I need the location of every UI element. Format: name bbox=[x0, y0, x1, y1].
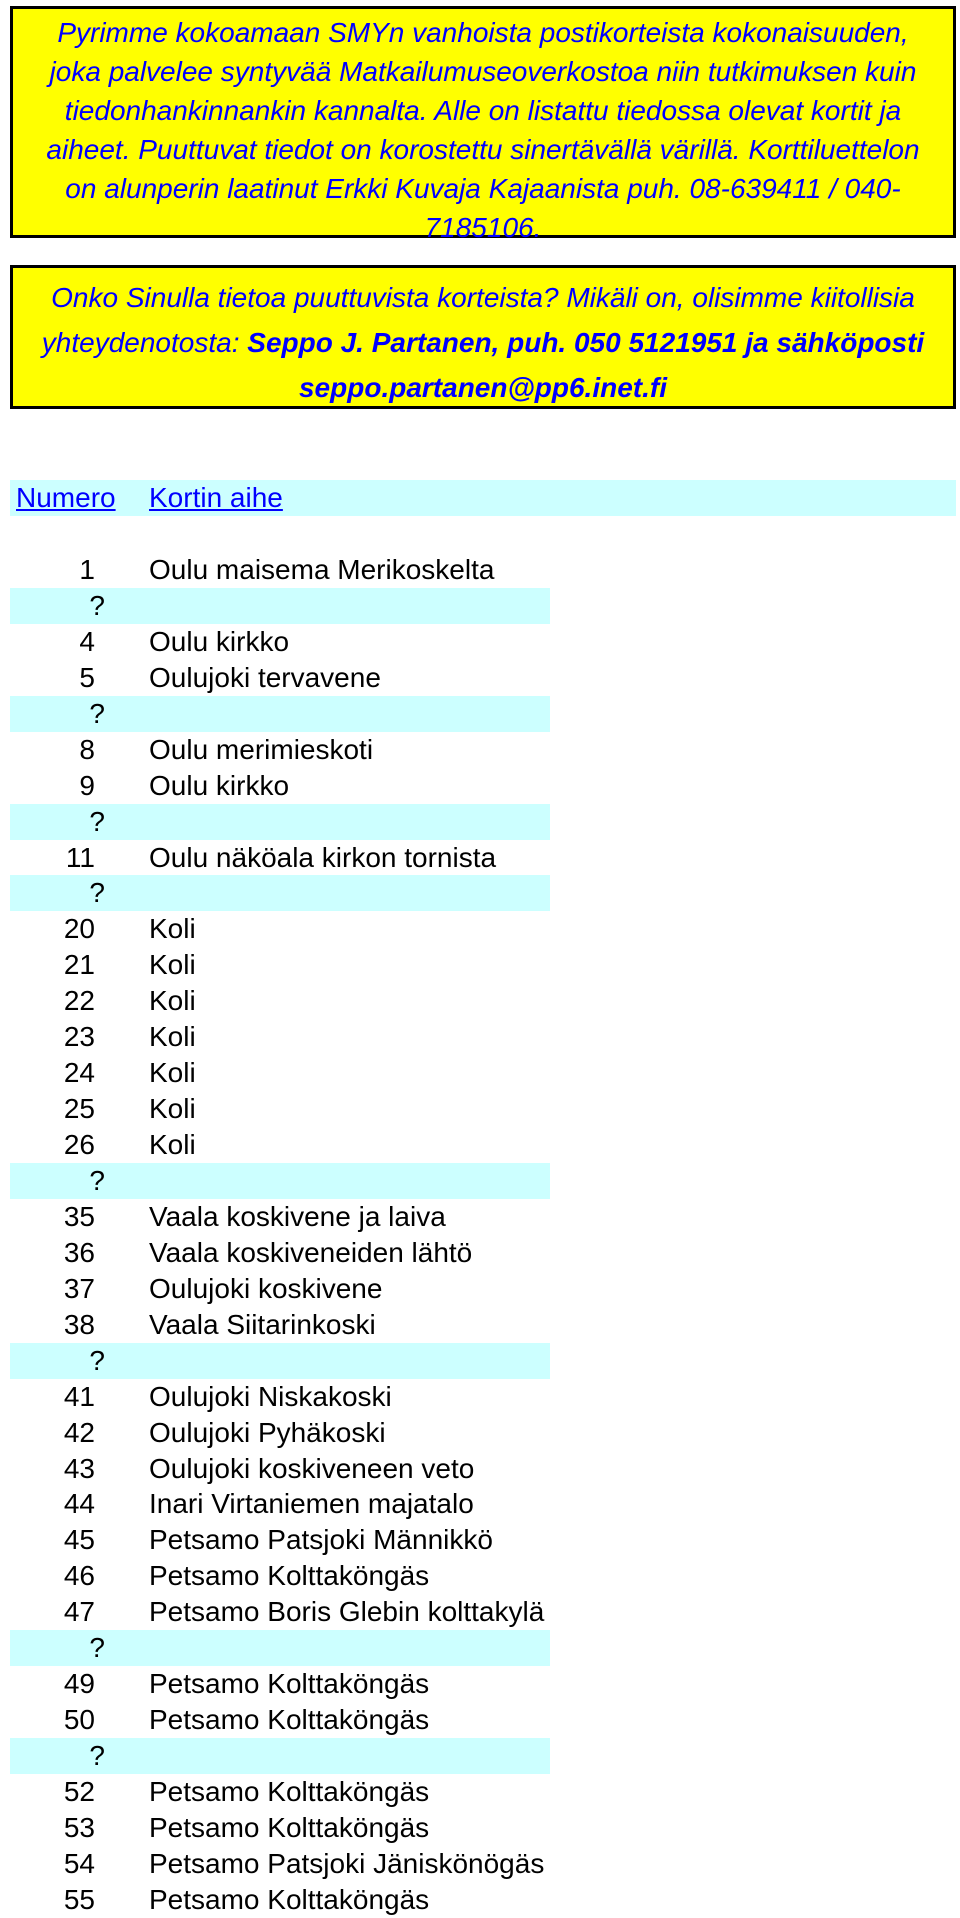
card-number: ? bbox=[89, 1632, 105, 1664]
table-row bbox=[10, 840, 550, 876]
card-number: 4 bbox=[79, 625, 95, 657]
table-row bbox=[10, 768, 550, 804]
table-row bbox=[10, 732, 550, 768]
card-number: 25 bbox=[63, 1093, 95, 1125]
card-topic: Oulujoki koskiveneen veto bbox=[149, 1452, 475, 1484]
card-topic: Vaala koskivene ja laiva bbox=[149, 1200, 446, 1232]
table-row bbox=[10, 947, 550, 983]
card-number: ? bbox=[89, 1164, 105, 1196]
card-topic: Petsamo Kolttaköngäs bbox=[149, 1668, 430, 1700]
card-topic: Petsamo Kolttaköngäs bbox=[149, 1704, 430, 1736]
card-number: ? bbox=[89, 697, 105, 729]
card-number: 53 bbox=[63, 1811, 95, 1843]
table-row bbox=[10, 1774, 550, 1810]
card-topic: Vaala koskiveneiden lähtö bbox=[149, 1236, 473, 1268]
table-row bbox=[10, 1666, 550, 1702]
card-number: 11 bbox=[65, 841, 95, 873]
card-number: 43 bbox=[63, 1452, 95, 1484]
card-number: 47 bbox=[63, 1596, 95, 1628]
card-number: 35 bbox=[63, 1200, 95, 1232]
card-number: 26 bbox=[63, 1129, 95, 1161]
card-number: 46 bbox=[63, 1560, 95, 1592]
table-row bbox=[10, 624, 550, 660]
table-row bbox=[10, 1019, 550, 1055]
missing-card-row bbox=[10, 1343, 550, 1379]
card-number: 22 bbox=[63, 985, 95, 1017]
table-row bbox=[10, 1702, 550, 1738]
card-topic: Koli bbox=[149, 985, 196, 1017]
table-header-row bbox=[10, 480, 956, 516]
missing-card-row bbox=[10, 1163, 550, 1199]
table-row bbox=[10, 1379, 550, 1415]
table-row bbox=[10, 1451, 550, 1487]
card-number: 37 bbox=[63, 1272, 95, 1304]
card-number: 36 bbox=[63, 1236, 95, 1268]
missing-card-row bbox=[10, 588, 550, 624]
card-topic: Oulu kirkko bbox=[149, 769, 290, 801]
card-topic: Koli bbox=[149, 949, 196, 981]
table-row bbox=[10, 552, 550, 588]
card-topic: Petsamo Kolttaköngäs bbox=[149, 1811, 430, 1843]
missing-card-row bbox=[10, 1738, 550, 1774]
card-number: 41 bbox=[63, 1380, 95, 1412]
contact-details-text: Seppo J. Partanen, puh. 050 5121951 ja sähköposti seppo.partanen@pp6.inet.fi bbox=[247, 327, 925, 403]
card-topic: Koli bbox=[149, 913, 196, 945]
card-number: 5 bbox=[79, 661, 95, 693]
card-topic: Petsamo Patsjoki Jäniskönögäs bbox=[149, 1847, 545, 1879]
table-row bbox=[10, 1882, 550, 1918]
number-column-header: Numero bbox=[16, 482, 116, 513]
card-number: 24 bbox=[63, 1057, 95, 1089]
card-number: ? bbox=[89, 877, 105, 909]
table-row bbox=[10, 1055, 550, 1091]
table-row bbox=[10, 1127, 550, 1163]
missing-card-row bbox=[10, 696, 550, 732]
card-topic: Petsamo Boris Glebin kolttakylä bbox=[149, 1596, 545, 1628]
card-number: 42 bbox=[63, 1416, 95, 1448]
card-topic: Koli bbox=[149, 1129, 196, 1161]
card-topic: Petsamo Kolttaköngäs bbox=[149, 1775, 430, 1807]
table-row bbox=[10, 1091, 550, 1127]
card-topic: Inari Virtaniemen majatalo bbox=[149, 1488, 474, 1520]
missing-card-row bbox=[10, 804, 550, 840]
table-row bbox=[10, 1235, 550, 1271]
table-row bbox=[10, 1271, 550, 1307]
card-number: 20 bbox=[63, 913, 95, 945]
card-topic: Oulujoki koskivene bbox=[149, 1272, 383, 1304]
table-row bbox=[10, 1558, 550, 1594]
card-topic: Oulu näköala kirkon tornista bbox=[149, 841, 497, 873]
table-row bbox=[10, 983, 550, 1019]
table-row bbox=[10, 911, 550, 947]
card-topic: Koli bbox=[149, 1093, 196, 1125]
card-number: 50 bbox=[63, 1704, 95, 1736]
missing-card-row bbox=[10, 1630, 550, 1666]
card-number: 55 bbox=[63, 1883, 95, 1915]
card-number: ? bbox=[89, 589, 105, 621]
card-number: 52 bbox=[63, 1775, 95, 1807]
intro-notice-text: Pyrimme kokoamaan SMYn vanhoista postikorteista kokonaisuuden, joka palvelee syntyvää Matkailumuseoverkostoa niin tutkimuksen kuin tiedonhankinnankin kannalta. Alle on listattu tiedossa olevat kortit ja aiheet. Puuttuvat tiedot on korostettu sinertävällä värillä. Korttiluettelon on alunperin laatinut Erkki Kuvaja Kajaanista puh. 08-639411 / 040-7185106. bbox=[46, 17, 920, 243]
missing-card-row bbox=[10, 875, 550, 911]
table-row bbox=[10, 660, 550, 696]
card-number: 21 bbox=[63, 949, 95, 981]
card-topic: Oulu kirkko bbox=[149, 625, 290, 657]
card-number: 23 bbox=[63, 1021, 95, 1053]
card-topic: Oulu merimieskoti bbox=[149, 733, 374, 765]
card-topic: Oulujoki Niskakoski bbox=[149, 1380, 392, 1412]
table-row bbox=[10, 1522, 550, 1558]
card-number: 49 bbox=[63, 1668, 95, 1700]
card-topic: Koli bbox=[149, 1021, 196, 1053]
table-row bbox=[10, 1307, 550, 1343]
card-number: 44 bbox=[63, 1488, 95, 1520]
table-row bbox=[10, 1486, 550, 1522]
table-row bbox=[10, 1846, 550, 1882]
card-topic: Vaala Siitarinkoski bbox=[149, 1308, 376, 1340]
card-topic: Petsamo Kolttaköngäs bbox=[149, 1883, 430, 1915]
card-number: 8 bbox=[79, 733, 95, 765]
table-row bbox=[10, 1594, 550, 1630]
card-number: 38 bbox=[63, 1308, 95, 1340]
card-topic: Petsamo Kolttaköngäs bbox=[149, 1560, 430, 1592]
table-row bbox=[10, 1415, 550, 1451]
table-row bbox=[10, 1810, 550, 1846]
card-topic: Oulujoki Pyhäkoski bbox=[149, 1416, 386, 1448]
card-topic: Koli bbox=[149, 1057, 196, 1089]
card-topic: Petsamo Patsjoki Männikkö bbox=[149, 1524, 493, 1556]
table-row bbox=[10, 1199, 550, 1235]
card-number: 54 bbox=[63, 1847, 95, 1879]
intro-notice-box bbox=[10, 6, 956, 243]
contact-question-text: Onko Sinulla tietoa puuttuvista korteista? Mikäli on, olisimme kiitollisia yhteydenotosta: bbox=[41, 282, 915, 358]
card-number: 9 bbox=[79, 769, 95, 801]
card-topic: Oulu maisema Merikoskelta bbox=[149, 554, 495, 585]
card-topic: Oulujoki tervavene bbox=[149, 661, 381, 693]
card-number: 45 bbox=[63, 1524, 95, 1556]
card-number: ? bbox=[89, 1344, 105, 1376]
topic-column-header: Kortin aihe bbox=[149, 482, 283, 513]
contact-request-box bbox=[10, 265, 956, 409]
card-number: ? bbox=[89, 1740, 105, 1772]
card-number: 1 bbox=[79, 554, 95, 585]
card-number: ? bbox=[89, 805, 105, 837]
